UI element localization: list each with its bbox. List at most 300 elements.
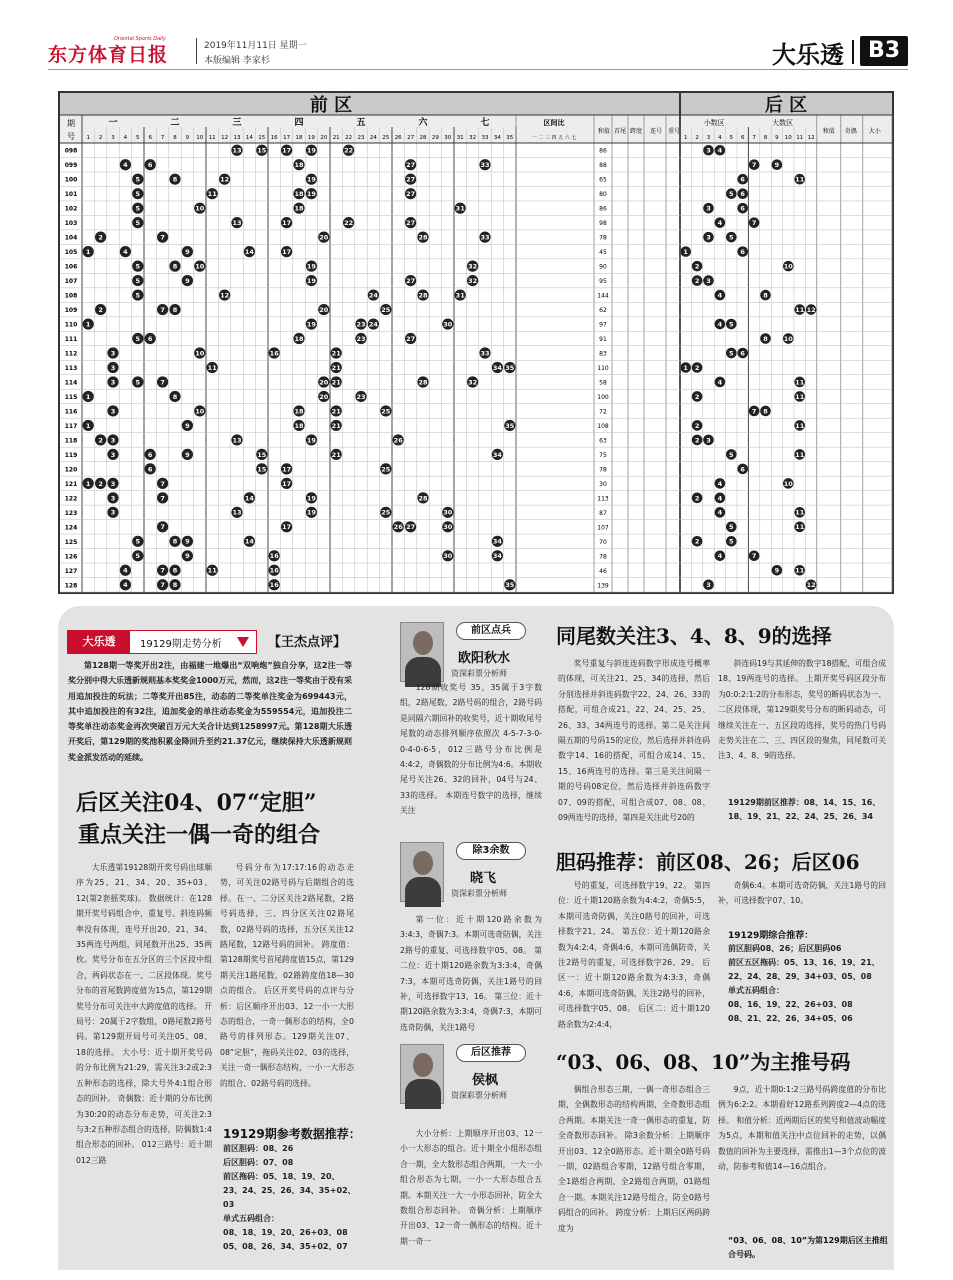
back-ball-number: 3 (706, 276, 711, 285)
front-ball-number: 19 (306, 146, 316, 155)
back-ball-number: 2 (694, 421, 700, 430)
front-ball-number: 32 (468, 276, 478, 285)
front-ball-number: 27 (406, 190, 416, 199)
front-col-number: 2 (98, 135, 103, 141)
front-col-number: 17 (283, 135, 291, 141)
front-ball-number: 20 (319, 305, 329, 314)
front-ball-number: 5 (135, 219, 141, 228)
article-1-column-2 (220, 860, 354, 1122)
back-ball-number: 10 (783, 262, 793, 271)
front-ball-number: 23 (356, 392, 366, 401)
front-ball-number: 12 (220, 175, 230, 184)
back-ball-number: 10 (783, 334, 793, 343)
front-col-number: 11 (208, 135, 216, 141)
front-ball-number: 8 (172, 305, 178, 314)
front-ball-number: 2 (98, 305, 103, 314)
back-ball-number: 7 (751, 219, 757, 228)
front-col-number: 23 (357, 135, 365, 141)
stats-col-label: 重号 (667, 128, 681, 135)
front-ball-number: 6 (147, 465, 153, 474)
article-4-conclusion: “03、06、08、10”为第129期后区主推组合号码。 (728, 1236, 888, 1259)
column-tag-title: 大乐透 (68, 631, 130, 653)
front-ball-number: 14 (244, 494, 254, 503)
back-ball-number: 5 (729, 349, 734, 358)
back-ball-number: 5 (729, 537, 734, 546)
article-3-column-2 (558, 878, 710, 1028)
front-ball-number: 25 (381, 305, 391, 314)
front-ball-number: 16 (269, 581, 279, 590)
front-ball-number: 14 (244, 248, 254, 257)
column-tag (67, 630, 257, 654)
back-ball-number: 2 (694, 436, 700, 445)
front-col-number: 29 (431, 135, 439, 141)
front-ball-number: 2 (98, 436, 103, 445)
sum-value: 87 (599, 509, 607, 517)
period-number: 118 (64, 437, 78, 445)
back-ball-number: 11 (795, 450, 805, 459)
back-ball-number: 4 (717, 479, 723, 488)
front-ball-number: 3 (110, 349, 116, 358)
recommendation-1-line: 08、18、19、20、26+03、08 (223, 1228, 348, 1237)
back-ball-number: 3 (706, 436, 711, 445)
back-ball-number: 3 (706, 581, 711, 590)
period-number: 115 (64, 393, 78, 401)
period-number: 098 (64, 147, 78, 155)
header-divider (196, 38, 197, 64)
period-number: 126 (64, 553, 78, 561)
front-ball-number: 5 (135, 552, 141, 561)
front-ball-number: 34 (492, 363, 502, 372)
back-ball-number: 6 (740, 349, 745, 358)
front-ball-number: 2 (98, 479, 103, 488)
period-number: 111 (64, 336, 78, 344)
front-col-number: 7 (160, 135, 165, 141)
front-ball-number: 9 (185, 537, 190, 546)
headline-4: “03、06、08、10”为主推号码 (556, 1050, 851, 1074)
front-ball-number: 7 (160, 494, 165, 503)
article-4-column-1 (400, 1126, 542, 1266)
sum-value: 62 (599, 307, 607, 315)
front-ball-number: 3 (110, 479, 116, 488)
front-ball-number: 17 (282, 523, 292, 532)
front-ball-number: 9 (185, 248, 190, 257)
front-ball-number: 28 (418, 494, 428, 503)
front-col-number: 22 (345, 135, 353, 141)
front-ball-number: 19 (306, 494, 316, 503)
front-ball-number: 5 (135, 276, 141, 285)
front-ball-number: 32 (468, 378, 478, 387)
column-tag-subtitle: 19129期走势分析 (140, 639, 222, 650)
front-col-number: 13 (233, 135, 241, 141)
back-ball-number: 11 (795, 305, 805, 314)
front-ball-number: 21 (331, 450, 341, 459)
article-area (58, 606, 894, 1270)
front-ball-number: 18 (294, 421, 304, 430)
front-ball-number: 17 (282, 146, 292, 155)
front-ball-number: 19 (306, 262, 316, 271)
sum-value: 58 (599, 379, 607, 387)
article-3-column-1 (400, 912, 542, 1040)
front-col-number: 4 (123, 135, 128, 141)
headline-2: 同尾数关注3、4、8、9的选择 (556, 624, 832, 648)
front-ball-number: 20 (319, 392, 329, 401)
front-ball-number: 7 (160, 305, 165, 314)
front-col-number: 32 (469, 135, 477, 141)
article-2-column-1 (400, 680, 542, 840)
front-ball-number: 1 (85, 421, 91, 430)
article-4-column-2 (558, 1082, 710, 1266)
front-ball-number: 31 (455, 291, 465, 300)
front-ball-number: 17 (282, 479, 292, 488)
front-ball-number: 9 (185, 421, 190, 430)
back-ball-number: 8 (763, 407, 768, 416)
front-ball-number: 10 (195, 204, 205, 213)
front-ball-number: 8 (172, 392, 178, 401)
front-col-number: 1 (86, 135, 90, 141)
period-number: 105 (64, 249, 78, 257)
article-2-column-3 (718, 656, 886, 794)
front-col-number: 20 (320, 135, 328, 141)
period-number: 102 (64, 205, 78, 213)
small-zone-label: 小数区 (703, 119, 725, 127)
back-col-number: 10 (784, 135, 792, 141)
zone-ratio-label: 区间比 (543, 119, 565, 127)
back-ball-number: 11 (795, 421, 805, 430)
back-ball-number: 4 (717, 508, 723, 517)
front-ball-number: 34 (492, 450, 502, 459)
back-col-number: 3 (706, 135, 711, 141)
back-col-number: 6 (740, 135, 745, 141)
front-ball-number: 3 (110, 450, 116, 459)
front-col-number: 26 (394, 135, 402, 141)
front-ball-number: 16 (269, 566, 279, 575)
back-col-number: 2 (695, 135, 699, 141)
front-col-number: 5 (136, 135, 140, 141)
front-ball-number: 15 (257, 146, 267, 155)
front-ball-number: 25 (381, 465, 391, 474)
article-1-column-1 (76, 860, 212, 1262)
front-ball-number: 17 (282, 248, 292, 257)
back-ball-number: 8 (763, 291, 768, 300)
period-number: 122 (64, 495, 78, 503)
front-ball-number: 3 (110, 407, 116, 416)
back-ball-number: 4 (717, 552, 723, 561)
period-number: 104 (64, 234, 78, 242)
trend-grid (58, 91, 894, 594)
back-ball-number: 11 (795, 566, 805, 575)
back-col-number: 7 (752, 135, 756, 141)
front-ball-number: 21 (331, 363, 341, 372)
sum-value: 90 (599, 263, 607, 271)
front-ball-number: 19 (306, 190, 316, 199)
front-ball-number: 7 (160, 523, 165, 532)
front-ball-number: 33 (480, 349, 490, 358)
front-col-number: 35 (506, 135, 514, 141)
front-col-number: 3 (111, 135, 115, 141)
period-number: 117 (64, 422, 78, 430)
front-ball-number: 26 (393, 436, 403, 445)
front-ball-number: 5 (135, 262, 141, 271)
front-ball-number: 27 (406, 219, 416, 228)
zone-ratio-sub: 一 二 三 四 五 六 七 (531, 135, 577, 141)
front-ball-number: 21 (331, 421, 341, 430)
back-ball-number: 4 (717, 146, 723, 155)
front-ball-number: 6 (147, 161, 153, 170)
profile-2-role: 资深彩票分析师 (451, 889, 507, 898)
period-number: 127 (64, 567, 78, 575)
front-ball-number: 5 (135, 190, 141, 199)
recommendation-1-list (223, 1142, 357, 1254)
author-photo-ouyang (400, 622, 444, 682)
back-ball-number: 2 (694, 276, 700, 285)
profile-1-name: 欧阳秋水 (458, 651, 511, 666)
front-ball-number: 23 (356, 334, 366, 343)
front-ball-number: 27 (406, 161, 416, 170)
front-ball-number: 19 (306, 175, 316, 184)
sum-value: 80 (599, 191, 607, 199)
back-ball-number: 12 (806, 581, 816, 590)
front-col-number: 16 (270, 135, 278, 141)
front-ball-number: 13 (232, 219, 242, 228)
back-ball-number: 8 (763, 334, 768, 343)
back-ball-number: 9 (774, 161, 780, 170)
front-col-number: 28 (419, 135, 427, 141)
front-ball-number: 5 (135, 291, 141, 300)
front-zone-title: 前 区 (309, 95, 353, 116)
back-col-number: 9 (775, 135, 779, 141)
front-ball-number: 7 (160, 378, 165, 387)
front-ball-number: 17 (282, 465, 292, 474)
back-ball-number: 5 (729, 523, 734, 532)
back-ball-number: 3 (706, 204, 711, 213)
front-ball-number: 18 (294, 334, 304, 343)
front-col-number: 31 (456, 135, 464, 141)
front-ball-number: 20 (319, 233, 329, 242)
recommendation-2-line: 08、16、19、22、26+03、08 (728, 1000, 853, 1009)
back-ball-number: 5 (729, 450, 734, 459)
front-ball-number: 8 (172, 537, 178, 546)
sum-value: 78 (599, 466, 607, 474)
front-ball-number: 34 (492, 552, 502, 561)
recommendation-1-line: 前区拖码：05、18、19、20、23、24、25、26、34、35+02、03 (223, 1172, 356, 1209)
front-col-number: 19 (307, 135, 315, 141)
back-col-number: 11 (796, 135, 804, 141)
recommendation-2-line: 前区胆码08、26；后区胆码06 (728, 944, 842, 953)
period-number: 128 (64, 582, 78, 590)
front-group-label: 三 (232, 118, 242, 128)
front-ball-number: 8 (172, 581, 178, 590)
author-photo-xiaofei (400, 842, 444, 902)
article-2-column-2 (558, 656, 710, 823)
front-ball-number: 23 (356, 320, 366, 329)
sum-value: 75 (599, 451, 607, 459)
back-ball-number: 6 (740, 204, 745, 213)
period-number: 109 (64, 307, 78, 315)
front-col-number: 14 (245, 135, 253, 141)
front-ball-number: 1 (85, 320, 91, 329)
article-3-column-3-text: 奇偶6:4。本期可选奇防偶，关注1路号的回补，可选择数字07、10。 (718, 881, 886, 906)
back-ball-number: 5 (729, 190, 734, 199)
back-ball-number: 6 (740, 190, 745, 199)
profile-3-role: 资深彩票分析师 (451, 1091, 507, 1100)
front-ball-number: 7 (160, 566, 165, 575)
back-ball-number: 11 (795, 523, 805, 532)
triangle-down-icon (237, 637, 249, 647)
front-ball-number: 9 (185, 552, 190, 561)
period-number: 106 (64, 263, 78, 271)
front-ball-number: 11 (207, 566, 217, 575)
front-ball-number: 5 (135, 175, 141, 184)
front-group-label: 五 (356, 118, 366, 128)
sum-value: 65 (599, 176, 607, 184)
front-ball-number: 32 (468, 262, 478, 271)
big-zone-label: 大数区 (772, 119, 794, 127)
front-ball-number: 33 (480, 161, 490, 170)
period-number: 112 (64, 350, 78, 358)
front-ball-number: 7 (160, 479, 165, 488)
front-ball-number: 2 (98, 233, 103, 242)
front-ball-number: 18 (294, 161, 304, 170)
front-ball-number: 18 (294, 407, 304, 416)
sum-value: 107 (597, 524, 609, 532)
size-col-label: 大小 (868, 128, 881, 135)
back-ball-number: 1 (683, 248, 688, 257)
front-ball-number: 25 (381, 407, 391, 416)
sum-value: 88 (599, 162, 607, 170)
period-number: 100 (64, 176, 78, 184)
author-photo-houfeng (400, 1044, 444, 1104)
front-ball-number: 11 (207, 363, 217, 372)
front-ball-number: 5 (135, 537, 141, 546)
front-ball-number: 27 (406, 175, 416, 184)
back-ball-number: 4 (717, 291, 723, 300)
recommendation-2-line: 08、21、22、26、34+05、06 (728, 1014, 853, 1023)
back-ball-number: 7 (751, 407, 757, 416)
back-col-number: 12 (807, 135, 815, 141)
period-number: 124 (64, 524, 78, 532)
front-ball-number: 4 (123, 248, 128, 257)
front-ball-number: 3 (110, 436, 116, 445)
front-ball-number: 3 (110, 494, 116, 503)
back-ball-number: 4 (717, 494, 723, 503)
stats-col-label: 和值 (597, 128, 611, 135)
front-group-label: 七 (480, 118, 490, 128)
recommendation-2-line: 单式五码组合： (728, 986, 784, 995)
article-2-column-2-text: 奖号重复与斜连连码数字形成连号概率的体现，可关注21、25、34的选择，然后分别选择并斜连码数字22、24、26、33的搭配，可组合成21、22、24、25、25、26、33、34两连号的选择。第二是关注间隔五期的号码15的定位，然后选择并斜连码数字14、16的搭配，可组合成14、15、15、16两连号的选择。第三是关注间隔一期的号码08定位，然后选择并斜连码数字07、09的搭配，可组合成07、08、08、09两连号的选择，第四是关注此号20的 (558, 659, 710, 823)
sum-value: 95 (599, 278, 607, 286)
front-ball-number: 34 (492, 537, 502, 546)
sum-value: 83 (599, 350, 607, 358)
headline-3: 胆码推荐：前区08、26；后区06 (556, 850, 860, 874)
period-number: 103 (64, 220, 78, 228)
back-ball-number: 12 (806, 305, 816, 314)
profile-3-tag: 后区推荐 (456, 1044, 526, 1062)
front-ball-number: 9 (185, 276, 190, 285)
sum-value: 110 (597, 365, 609, 372)
intro-text: 第128期一等奖开出2注，由福建一地爆出“双响炮”独自分享，这2注一等奖分别中得大乐透新规则基本奖奖金1000万元，然而，这2注一等奖由于没有采用追加投注的玩法；二等奖开出85注，动态的二等奖单注奖金为699443元，其中追加投注的有32注，追加奖金的单注动态奖金为559554元，追加投注二等奖单注动态奖金再次突破百万元大关合计达到1258997元。第128期大乐透开奖后，第129期的奖池积累金降回升至约21.37亿元，继续保持大乐透新规则奖金派发活动的延续。 (68, 661, 352, 762)
recommendation-1-line: 后区胆码：07、08 (223, 1158, 294, 1167)
back-ball-number: 2 (694, 494, 700, 503)
article-4-column-1-text: 大小分析：上期顺序开出03、12一小一大形态的组合。近十期全小组形态组合一期，全大数形态组合两期，一大一小组合形态为七期，一小一大形态组合五期。本期关注一大一小形态回补，防全大数组合形态回补。 奇偶分析：上期顺序开出03、12一奇一偶形态的结构。近十期一奇一 (400, 1129, 542, 1246)
front-ball-number: 27 (406, 523, 416, 532)
front-col-number: 33 (481, 135, 489, 141)
article-1-column-1-text: 大乐透第19128期开奖号码出球顺序为25、21、34、20、35+03、12(第2套摇奖球)。 数据统计：在128期开奖号码组合中，重复号、斜连码频率没有体现，连号开出20、21、34、35两连号两组，同尾数开出25、35两枚。奖号分布在五分区的三个区段中组合，两码状态在一、二区段体现。奖号分布的首尾数跨度值为15点，第129期奖号分布可关注中大跨度值的选择。 开局号：20属于2字数组，0路尾数2路号码。第129期开局号可关注05、08、18的选择。 大小号：近十期开奖号码的分布比例为21:29，需关注3:2或2:3五种形态的选择，除大号外4:1组合形态的回补。 奇偶数：近十期的分布比例为30:20的动态分布走势，可关注2:3与3:2五种形态组合的选择，防偶数1:4组合形态的回补。 012三路号：近十期012三路 (76, 863, 212, 1165)
front-col-number: 25 (382, 135, 390, 141)
sum-value: 108 (597, 422, 609, 430)
front-ball-number: 9 (185, 450, 190, 459)
front-col-number: 18 (295, 135, 303, 141)
front-ball-number: 19 (306, 508, 316, 517)
sum-col-label: 和值 (822, 128, 835, 135)
front-ball-number: 1 (85, 248, 91, 257)
front-ball-number: 22 (344, 219, 354, 228)
back-ball-number: 3 (706, 233, 711, 242)
front-ball-number: 15 (257, 465, 267, 474)
period-number: 123 (64, 509, 78, 517)
period-col-label: 期 (67, 119, 75, 128)
sum-value: 100 (597, 393, 609, 401)
odd-even-col-label: 奇偶 (844, 128, 857, 135)
front-ball-number: 16 (269, 349, 279, 358)
back-ball-number: 5 (729, 233, 734, 242)
page-header (48, 34, 908, 70)
front-ball-number: 11 (207, 190, 217, 199)
front-ball-number: 26 (393, 523, 403, 532)
headline-1-line-1: 后区关注04、07“定胆” (76, 790, 317, 816)
stats-col-label: 连号 (649, 128, 663, 135)
period-number: 125 (64, 538, 78, 546)
front-ball-number: 25 (381, 508, 391, 517)
back-ball-number: 2 (694, 537, 700, 546)
front-ball-number: 15 (257, 450, 267, 459)
front-ball-number: 35 (505, 581, 515, 590)
front-col-number: 27 (407, 135, 415, 141)
sum-value: 97 (599, 321, 607, 329)
period-number: 099 (64, 162, 78, 170)
front-ball-number: 28 (418, 378, 428, 387)
period-number: 114 (64, 379, 78, 387)
front-ball-number: 8 (172, 262, 178, 271)
front-ball-number: 16 (269, 552, 279, 561)
front-ball-number: 28 (418, 291, 428, 300)
sum-value: 78 (599, 553, 607, 561)
front-ball-number: 10 (195, 349, 205, 358)
front-group-label: 一 (108, 118, 118, 128)
period-number: 120 (64, 466, 78, 474)
front-ball-number: 5 (135, 334, 141, 343)
front-ball-number: 19 (306, 320, 316, 329)
period-number: 113 (64, 365, 78, 372)
front-ball-number: 24 (368, 291, 378, 300)
front-ball-number: 7 (160, 581, 165, 590)
front-ball-number: 1 (85, 392, 91, 401)
article-2-column-1-text: 128期收奖号 35，35属于3字数组，2路尾数，2路号码的组合，2路号码是同隔六期回补的收奖号，近十期收尾号尾数的动态排列顺序依照次 4-5-7-3-0-0-4-0-6-5，012三路号分布比例是4:4:2，奇偶数的分布比例为4:6。本期收尾号关注26、32的回补，04号与24、33的选择。 本期连号数字的选择，继续关注 (400, 683, 542, 816)
front-ball-number: 24 (368, 320, 378, 329)
stats-col-label: 跨度 (629, 128, 643, 135)
front-ball-number: 13 (232, 436, 242, 445)
front-ball-number: 6 (147, 450, 153, 459)
article-3-column-2-text: 号的重复，可选择数字19、22。 第四位：近十期120路余数为4:4:2，奇偶5:5，本期可选奇防偶，关注0路号的回补，可选择数字21、24。 第五位：近十期120路余数为4:2:4，奇偶4:6，本期可选偶防奇，关注2路号的重复，可选择数字26、29。 后区一：近十期120路余数为4:3:3，奇偶4:6，本期可选奇防偶，关注2路号的回补，可选择数字05、08。 后区二：近十期120路余数为2:4:4， (558, 881, 710, 1029)
sum-value: 30 (599, 480, 607, 488)
recommendation-2-list (728, 942, 888, 1026)
article-1-column-2-text: 号码分布为17:17:16的动态走势，可关注02路号码与后期组合的选择。在一、二分区关注2路尾数，2路号码选择，三、四分区关注02路尾数，02路号码的选择，五分区关注12路尾数，12路号码的回补。 跨度值：第128期奖号首尾跨度值15点，第129期关注1路尾数，02路跨度值18—30点的组合。 后区开奖号码的点评与分析：后区顺序开出03、12一小一大形态的组合，一奇一偶形态的结构，全0路号的排列形态。129期关注07、08“定胆”，拖码关注02、03的选择，关注一奇一偶形态结构，一小一大形态的组合、02路号码的选择。 (220, 863, 354, 1088)
profile-3-name: 侯枫 (472, 1073, 499, 1088)
front-ball-number: 19 (306, 276, 316, 285)
back-ball-number: 4 (717, 320, 723, 329)
sum-value: 72 (599, 408, 607, 416)
front-ball-number: 31 (455, 204, 465, 213)
recommendation-1-line: 单式五码组合： (223, 1214, 279, 1223)
